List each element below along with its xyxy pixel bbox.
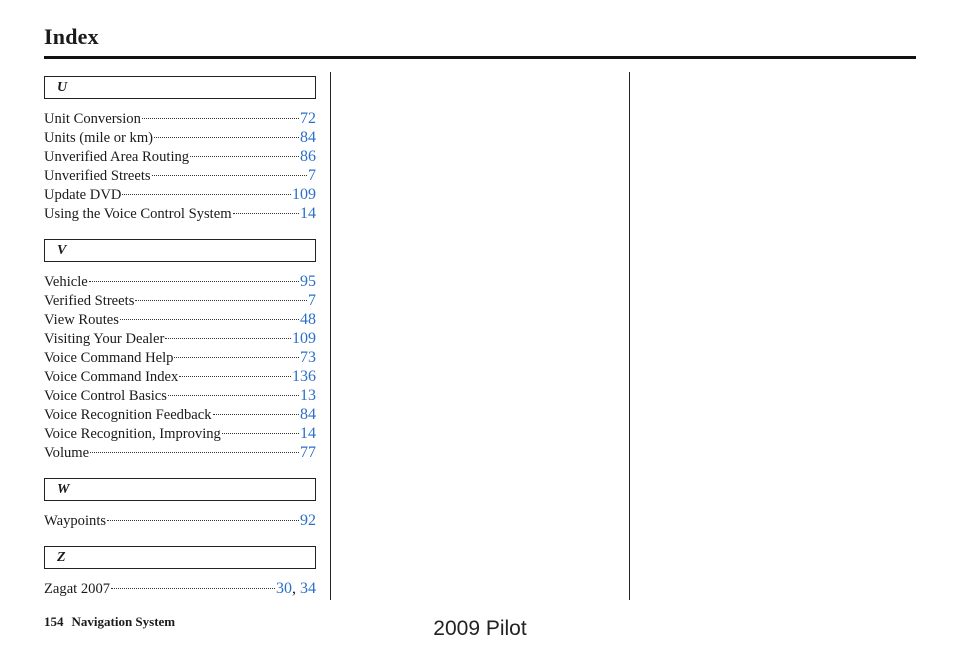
index-entry bbox=[44, 511, 316, 530]
page-link[interactable]: 14 bbox=[300, 425, 316, 442]
entry-label: Update DVD bbox=[44, 187, 122, 203]
entry-pages bbox=[292, 185, 316, 204]
dot-leader bbox=[165, 338, 291, 339]
index-entry bbox=[44, 386, 316, 405]
index-entry bbox=[44, 348, 316, 367]
dot-leader bbox=[135, 300, 307, 301]
entry-pages bbox=[292, 367, 316, 386]
entry-label: View Routes bbox=[44, 312, 119, 328]
index-entry bbox=[44, 424, 316, 443]
index-entry bbox=[44, 272, 316, 291]
entry-pages bbox=[300, 109, 316, 128]
entry-pages bbox=[300, 147, 316, 166]
entry-pages bbox=[292, 329, 316, 348]
entry-label: Visiting Your Dealer bbox=[44, 331, 165, 347]
column-divider-1 bbox=[330, 72, 331, 600]
entry-label: Voice Command Help bbox=[44, 350, 174, 366]
page-link[interactable]: 14 bbox=[300, 205, 316, 222]
page-link[interactable]: 109 bbox=[292, 186, 316, 203]
page-link[interactable]: 13 bbox=[300, 387, 316, 404]
entry-pages bbox=[308, 166, 316, 185]
entry-list bbox=[44, 511, 316, 530]
entry-label: Voice Control Basics bbox=[44, 388, 167, 404]
dot-leader bbox=[152, 175, 307, 176]
page-link[interactable]: 73 bbox=[300, 349, 316, 366]
dot-leader bbox=[174, 357, 299, 358]
entry-pages bbox=[300, 204, 316, 223]
dot-leader bbox=[120, 319, 299, 320]
page-link[interactable]: 7 bbox=[308, 292, 316, 309]
page-link[interactable]: 86 bbox=[300, 148, 316, 165]
page-link[interactable]: 72 bbox=[300, 110, 316, 127]
index-entry bbox=[44, 185, 316, 204]
dot-leader bbox=[190, 156, 299, 157]
entry-label: Waypoints bbox=[44, 513, 107, 529]
index-entry bbox=[44, 367, 316, 386]
page-title: Index bbox=[44, 24, 99, 49]
footer-section-name: Navigation System bbox=[71, 614, 176, 629]
page-link[interactable]: 84 bbox=[300, 406, 316, 423]
dot-leader bbox=[89, 281, 299, 282]
entry-label: Volume bbox=[44, 445, 90, 461]
entry-pages bbox=[300, 128, 316, 147]
footer-page-number: 154 bbox=[44, 614, 64, 629]
entry-label: Unit Conversion bbox=[44, 111, 141, 127]
index-entry bbox=[44, 147, 316, 166]
entry-pages bbox=[300, 511, 316, 530]
page-link[interactable]: 136 bbox=[292, 368, 316, 385]
entry-pages: 30, 34 bbox=[276, 580, 316, 597]
dot-leader bbox=[111, 588, 275, 589]
entry-pages bbox=[300, 386, 316, 405]
title-rule bbox=[44, 56, 916, 59]
dot-leader bbox=[154, 137, 299, 138]
page-link[interactable]: 77 bbox=[300, 444, 316, 461]
entry-pages bbox=[300, 310, 316, 329]
entry-list bbox=[44, 272, 316, 462]
index-entry bbox=[44, 329, 316, 348]
entry-pages bbox=[300, 424, 316, 443]
entry-pages bbox=[300, 272, 316, 291]
entry-label: Voice Recognition Feedback bbox=[44, 407, 212, 423]
section-header-u: U bbox=[44, 76, 316, 99]
dot-leader bbox=[90, 452, 299, 453]
column-divider-2 bbox=[629, 72, 630, 600]
entry-pages bbox=[300, 405, 316, 424]
section-header-w: W bbox=[44, 478, 316, 501]
index-entry bbox=[44, 579, 316, 598]
dot-leader bbox=[233, 213, 299, 214]
index-entry bbox=[44, 166, 316, 185]
page-link[interactable]: 48 bbox=[300, 311, 316, 328]
entry-label: Voice Command Index bbox=[44, 369, 179, 385]
entry-pages bbox=[300, 443, 316, 462]
dot-leader bbox=[107, 520, 299, 521]
index-entry bbox=[44, 204, 316, 223]
entry-label: Using the Voice Control System bbox=[44, 206, 232, 222]
index-entry bbox=[44, 310, 316, 329]
dot-leader bbox=[222, 433, 299, 434]
page-link[interactable]: 30 bbox=[276, 580, 292, 597]
entry-label: Unverified Streets bbox=[44, 168, 151, 184]
section-header-z: Z bbox=[44, 546, 316, 569]
index-entry bbox=[44, 291, 316, 310]
section-header-v: V bbox=[44, 239, 316, 262]
entry-list bbox=[44, 109, 316, 223]
entry-label: Voice Recognition, Improving bbox=[44, 426, 221, 442]
dot-leader bbox=[122, 194, 291, 195]
index-entry bbox=[44, 109, 316, 128]
entry-label: Unverified Area Routing bbox=[44, 149, 190, 165]
page-link[interactable]: 92 bbox=[300, 512, 316, 529]
watermark: 2009 Pilot bbox=[433, 617, 527, 640]
page-link[interactable]: 95 bbox=[300, 273, 316, 290]
page-link[interactable]: 34 bbox=[300, 580, 316, 597]
index-entry bbox=[44, 128, 316, 147]
entry-pages bbox=[308, 291, 316, 310]
entry-label: Zagat 2007 bbox=[44, 581, 111, 597]
entry-label: Vehicle bbox=[44, 274, 88, 290]
index-column bbox=[44, 76, 316, 614]
dot-leader bbox=[213, 414, 299, 415]
page-link[interactable]: 84 bbox=[300, 129, 316, 146]
dot-leader bbox=[142, 118, 299, 119]
entry-pages bbox=[300, 348, 316, 367]
page-link[interactable]: 7 bbox=[308, 167, 316, 184]
entry-label: Verified Streets bbox=[44, 293, 135, 309]
page-link[interactable]: 109 bbox=[292, 330, 316, 347]
entry-label: Units (mile or km) bbox=[44, 130, 154, 146]
index-entry bbox=[44, 405, 316, 424]
index-entry bbox=[44, 443, 316, 462]
dot-leader bbox=[179, 376, 291, 377]
dot-leader bbox=[168, 395, 299, 396]
entry-list bbox=[44, 579, 316, 598]
